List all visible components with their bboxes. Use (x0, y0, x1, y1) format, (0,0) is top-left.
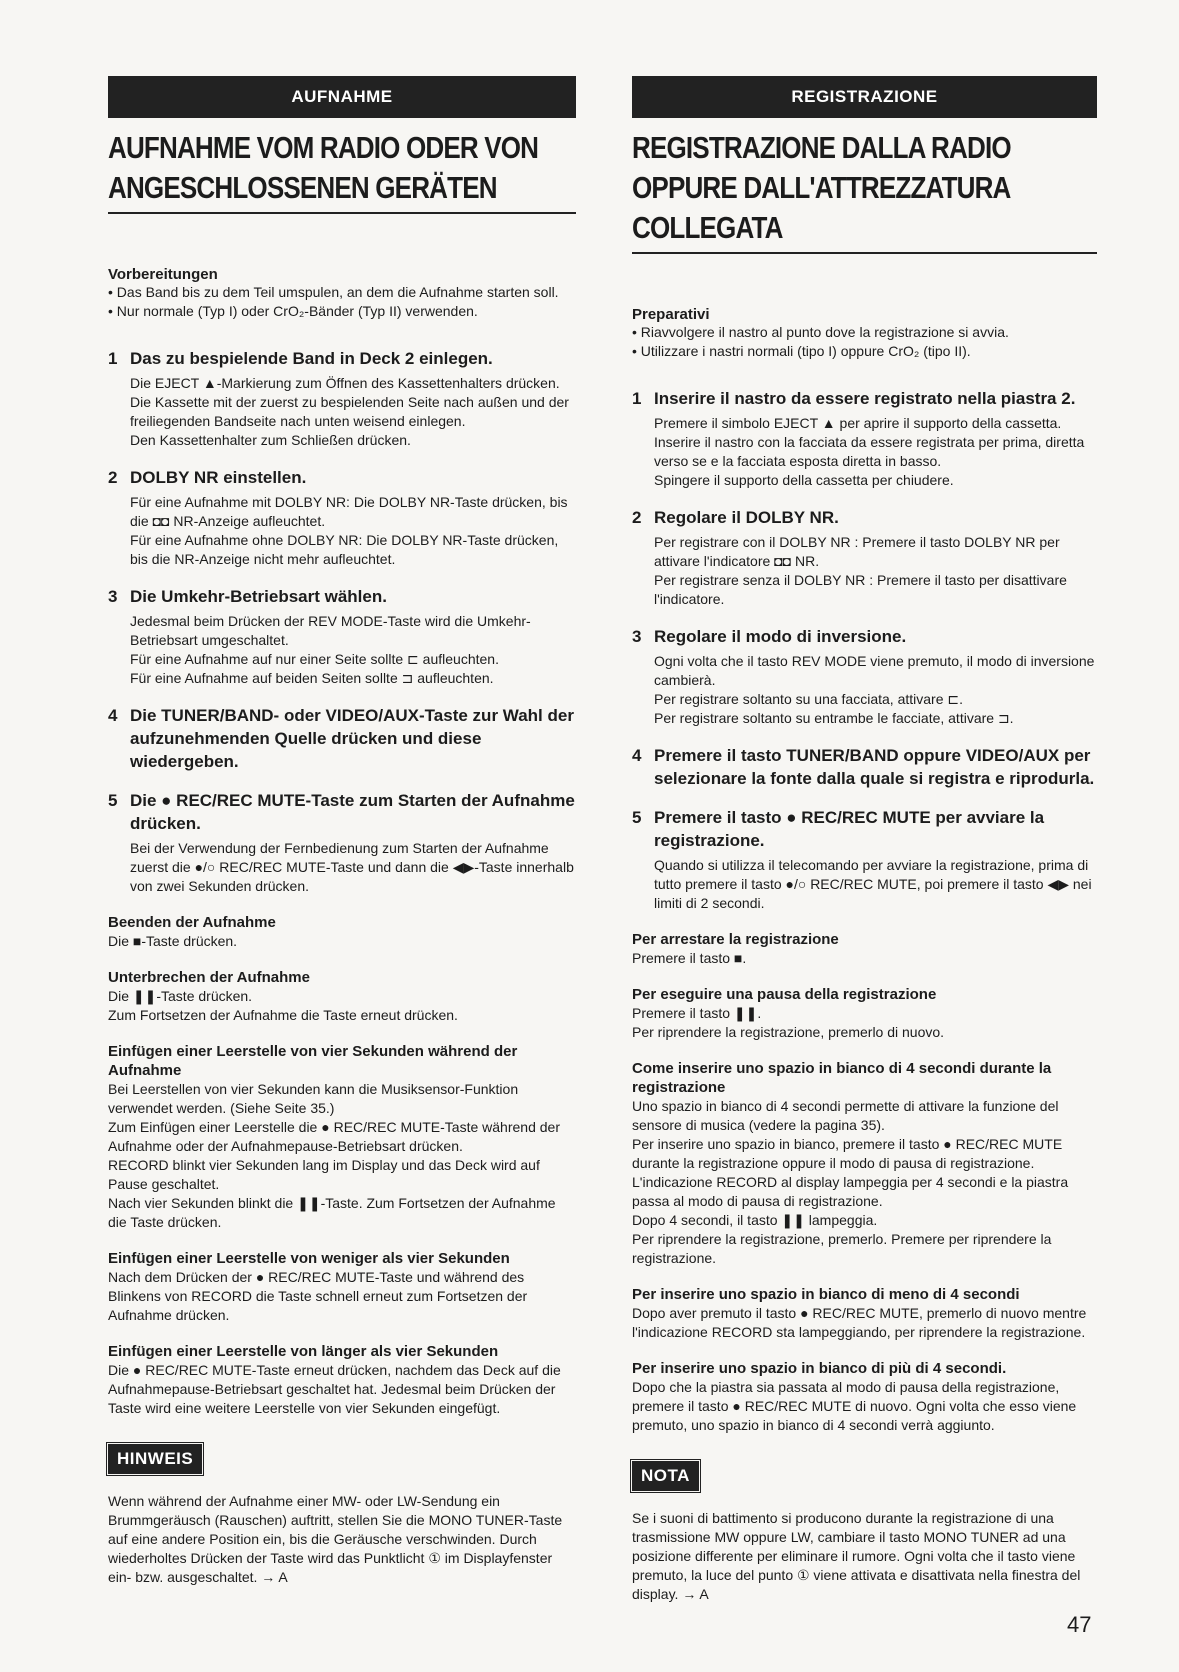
subsection-text: Die ❚❚-Taste drücken. (108, 988, 253, 1004)
step-text: Ogni volta che il tasto REV MODE viene premuto, il modo di inversione cambierà. (654, 653, 1095, 688)
step-number: 1 (632, 389, 642, 408)
subsection-text: RECORD blinkt vier Sekunden lang im Display und das Deck wird auf Pause geschaltet. (108, 1157, 540, 1192)
subsection-heading: Einfügen einer Leerstelle von vier Sekunden während der Aufnahme (108, 1043, 518, 1079)
step-text: Per registrare soltanto su entrambe le facciate, attivare ⊐. (654, 710, 1014, 726)
step-body (654, 506, 1097, 609)
step-title: Regolare il modo di inversione. (654, 627, 907, 646)
step-number: 2 (108, 468, 118, 487)
step-title: Die TUNER/BAND- oder VIDEO/AUX-Taste zur Wahl der aufzunehmenden Quelle drücken und diese wiedergeben. (130, 706, 574, 771)
step-body (130, 704, 576, 773)
step-1 (108, 347, 576, 450)
subsection-heading: Einfügen einer Leerstelle von weniger als vier Sekunden (108, 1250, 510, 1267)
subsection-text: Premere il tasto ❚❚. (632, 1005, 762, 1021)
step-number: 5 (632, 808, 642, 827)
step-5 (108, 789, 576, 896)
preparation-bullet: • Riavvolgere il nastro al punto dove la registrazione si avvia. (632, 323, 1097, 342)
step-body (130, 466, 576, 569)
step-body (654, 387, 1097, 490)
subsection-heading: Beenden der Aufnahme (108, 914, 276, 931)
step-5 (632, 806, 1097, 913)
step-1 (632, 387, 1097, 490)
page-number: 47 (1067, 1612, 1092, 1637)
subsection-text: Nach vier Sekunden blinkt die ❚❚-Taste. Zum Fortsetzen der Aufnahme die Taste drücken. (108, 1195, 556, 1230)
preparation-bullet: • Das Band bis zu dem Teil umspulen, an dem die Aufnahme starten soll. (108, 283, 576, 302)
step-text: Premere il simbolo EJECT ▲ per aprire il supporto della cassetta. (654, 415, 1062, 431)
section-bar: REGISTRAZIONE (632, 76, 1097, 118)
subsection-text: Per inserire uno spazio in bianco, premere il tasto ● REC/REC MUTE durante la registrazione oppure il modo di pausa di registrazione. (632, 1136, 1063, 1171)
step-body (130, 585, 576, 688)
step-title: Das zu bespielende Band in Deck 2 einlegen. (130, 349, 493, 368)
subsection-text: L'indicazione RECORD al display lampeggia per 4 secondi e la piastra passa al modo di pausa di registrazione. (632, 1174, 1069, 1209)
subsection-text: Bei Leerstellen von vier Sekunden kann die Musiksensor-Funktion verwendet werden. (Siehe Seite 35.) (108, 1081, 519, 1116)
step-text: Für eine Aufnahme auf beiden Seiten sollte ⊐ aufleuchten. (130, 670, 494, 686)
step-text: Per registrare senza il DOLBY NR : Premere il tasto per disattivare l'indicatore. (654, 572, 1067, 607)
step-body (654, 806, 1097, 913)
preparation-bullet: • Nur normale (Typ I) oder CrO₂-Bänder (Typ II) verwenden. (108, 302, 576, 321)
note-text: Se i suoni di battimento si producono durante la registrazione di una trasmissione MW oppure LW, cambiare il tasto MONO TUNER ad una posizione differente per eliminare il rumore. Ogni volta che il tasto viene premuto, la luce del punto ① viene attivata e disattivata nella finestra del display. → A (632, 1510, 1081, 1602)
page-title: AUFNAHME VOM RADIO ODER VON ANGESCHLOSSENEN GERÄTEN (108, 130, 539, 205)
subsection-text: Premere il tasto ■. (632, 950, 747, 966)
subsection-text: Uno spazio in bianco di 4 secondi permette di attivare la funzione del sensore di musica (vedere la pagina 35). (632, 1098, 1059, 1133)
page-title: REGISTRAZIONE DALLA RADIO OPPURE DALL'ATTREZZATURA COLLEGATA (632, 130, 1011, 245)
german-column (108, 76, 576, 1587)
step-text: Bei der Verwendung der Fernbedienung zum Starten der Aufnahme zuerst die ●/○ REC/REC MUTE-Taste und dann die ◀▶-Taste innerhalb von zwei Sekunden drücken. (130, 840, 574, 894)
subsection-text: Per riprendere la registrazione, premerlo di nuovo. (632, 1024, 945, 1040)
step-title: Regolare il DOLBY NR. (654, 508, 839, 527)
subsection-text: Dopo aver premuto il tasto ● REC/REC MUTE, premerlo di nuovo mentre l'indicazione RECORD sta lampeggiando, per riprendere la registrazione. (632, 1305, 1087, 1340)
step-text: Inserire il nastro con la facciata da essere registrata per prima, diretta verso se e la facciata esposta diretta in basso. (654, 434, 1085, 469)
step-text: Für eine Aufnahme ohne DOLBY NR: Die DOLBY NR-Taste drücken, bis die NR-Anzeige nicht mehr aufleuchtet. (130, 532, 559, 567)
step-number: 3 (108, 587, 118, 606)
subsection-text: Nach dem Drücken der ● REC/REC MUTE-Taste und während des Blinkens von RECORD die Taste schnell erneut zum Fortsetzen der Aufnahme drücken. (108, 1269, 528, 1323)
subsection-text: Per riprendere la registrazione, premerlo. Premere per riprendere la registrazione. (632, 1231, 1052, 1266)
step-title: DOLBY NR einstellen. (130, 468, 307, 487)
step-4 (632, 744, 1097, 790)
step-number: 5 (108, 791, 118, 810)
step-body (654, 625, 1097, 728)
step-3 (632, 625, 1097, 728)
step-text: Quando si utilizza il telecomando per avviare la registrazione, prima di tutto premere il tasto ●/○ REC/REC MUTE, poi premere il tasto ◀▶ nei limiti di 2 secondi. (654, 857, 1092, 911)
subsection-text: Die ■-Taste drücken. (108, 933, 238, 949)
step-text: Jedesmal beim Drücken der REV MODE-Taste wird die Umkehr-Betriebsart umgeschaltet. (130, 613, 531, 648)
subsection-heading: Per inserire uno spazio in bianco di meno di 4 secondi (632, 1286, 1020, 1303)
step-text: Per registrare soltanto su una facciata, attivare ⊏. (654, 691, 963, 707)
italian-column (632, 76, 1097, 1604)
step-title: Die ● REC/REC MUTE-Taste zum Starten der Aufnahme drücken. (130, 791, 575, 833)
subsection-text: Dopo 4 secondi, il tasto ❚❚ lampeggia. (632, 1212, 878, 1228)
subsection-text: Zum Einfügen einer Leerstelle die ● REC/REC MUTE-Taste während der Aufnahme oder der Aufnahmepause-Betriebsart drücken. (108, 1119, 560, 1154)
preparation-heading: Vorbereitungen (108, 266, 218, 283)
step-2 (108, 466, 576, 569)
step-text: Die EJECT ▲-Markierung zum Öffnen des Kassettenhalters drücken. (130, 375, 560, 391)
step-title: Die Umkehr-Betriebsart wählen. (130, 587, 387, 606)
step-number: 1 (108, 349, 118, 368)
step-title: Inserire il nastro da essere registrato nella piastra 2. (654, 389, 1076, 408)
subsection-heading: Unterbrechen der Aufnahme (108, 969, 310, 986)
subsection-heading: Einfügen einer Leerstelle von länger als vier Sekunden (108, 1343, 499, 1360)
step-2 (632, 506, 1097, 609)
note-badge: HINWEIS (108, 1444, 202, 1474)
step-text: Für eine Aufnahme mit DOLBY NR: Die DOLBY NR-Taste drücken, bis die ◘◘ NR-Anzeige aufleuchtet. (130, 494, 568, 529)
subsection-heading: Per eseguire una pausa della registrazione (632, 986, 937, 1003)
step-body (130, 789, 576, 896)
step-title: Premere il tasto ● REC/REC MUTE per avviare la registrazione. (654, 808, 1045, 850)
title-rule (632, 252, 1097, 254)
subsection-text: Die ● REC/REC MUTE-Taste erneut drücken, nachdem das Deck auf die Aufnahmepause-Betriebsart geschaltet hat. Jedesmal beim Drücken der Taste wird eine weitere Leerstelle von vier Sekunden eingefügt. (108, 1362, 561, 1416)
step-text: Die Kassette mit der zuerst zu bespielenden Seite nach außen und der freiliegenden Bandseite nach unten weisend einlegen. (130, 394, 569, 429)
step-text: Den Kassettenhalter zum Schließen drücken. (130, 432, 411, 448)
subsection-heading: Per arrestare la registrazione (632, 931, 839, 948)
subsection-text: Dopo che la piastra sia passata al modo di pausa della registrazione, premere il tasto ● REC/REC MUTE di nuovo. Ogni volta che esso viene premuto, uno spazio in bianco di 4 secondi verrà aggiunto. (632, 1379, 1077, 1433)
note-text: Wenn während der Aufnahme einer MW- oder LW-Sendung ein Brummgeräusch (Rauschen) auftritt, stellen Sie die MONO TUNER-Taste auf eine andere Position ein, bis die Geräusche verschwinden. Durch wiederholtes Drücken der Taste wird das Punktlicht ① im Displayfenster ein- bzw. ausgeschaltet. → A (108, 1493, 563, 1585)
subsection-text: Zum Fortsetzen der Aufnahme die Taste erneut drücken. (108, 1007, 458, 1023)
subsection-heading: Per inserire uno spazio in bianco di più di 4 secondi. (632, 1360, 1007, 1377)
section-bar: AUFNAHME (108, 76, 576, 118)
step-number: 3 (632, 627, 642, 646)
step-number: 4 (632, 746, 642, 765)
step-title: Premere il tasto TUNER/BAND oppure VIDEO/AUX per selezionare la fonte dalla quale si registra e riprodurla. (654, 746, 1095, 788)
step-text: Für eine Aufnahme auf nur einer Seite sollte ⊏ aufleuchten. (130, 651, 499, 667)
step-number: 4 (108, 706, 118, 725)
preparation-bullet: • Utilizzare i nastri normali (tipo I) oppure CrO₂ (tipo II). (632, 342, 1097, 361)
step-number: 2 (632, 508, 642, 527)
step-text: Spingere il supporto della cassetta per chiudere. (654, 472, 954, 488)
preparation-heading: Preparativi (632, 306, 710, 323)
step-4 (108, 704, 576, 773)
step-body (654, 744, 1097, 790)
step-body (130, 347, 576, 450)
note-badge: NOTA (632, 1461, 699, 1491)
subsection-heading: Come inserire uno spazio in bianco di 4 secondi durante la registrazione (632, 1060, 1052, 1096)
title-rule (108, 212, 576, 214)
step-3 (108, 585, 576, 688)
step-text: Per registrare con il DOLBY NR : Premere il tasto DOLBY NR per attivare l'indicatore ◘◘ NR. (654, 534, 1060, 569)
